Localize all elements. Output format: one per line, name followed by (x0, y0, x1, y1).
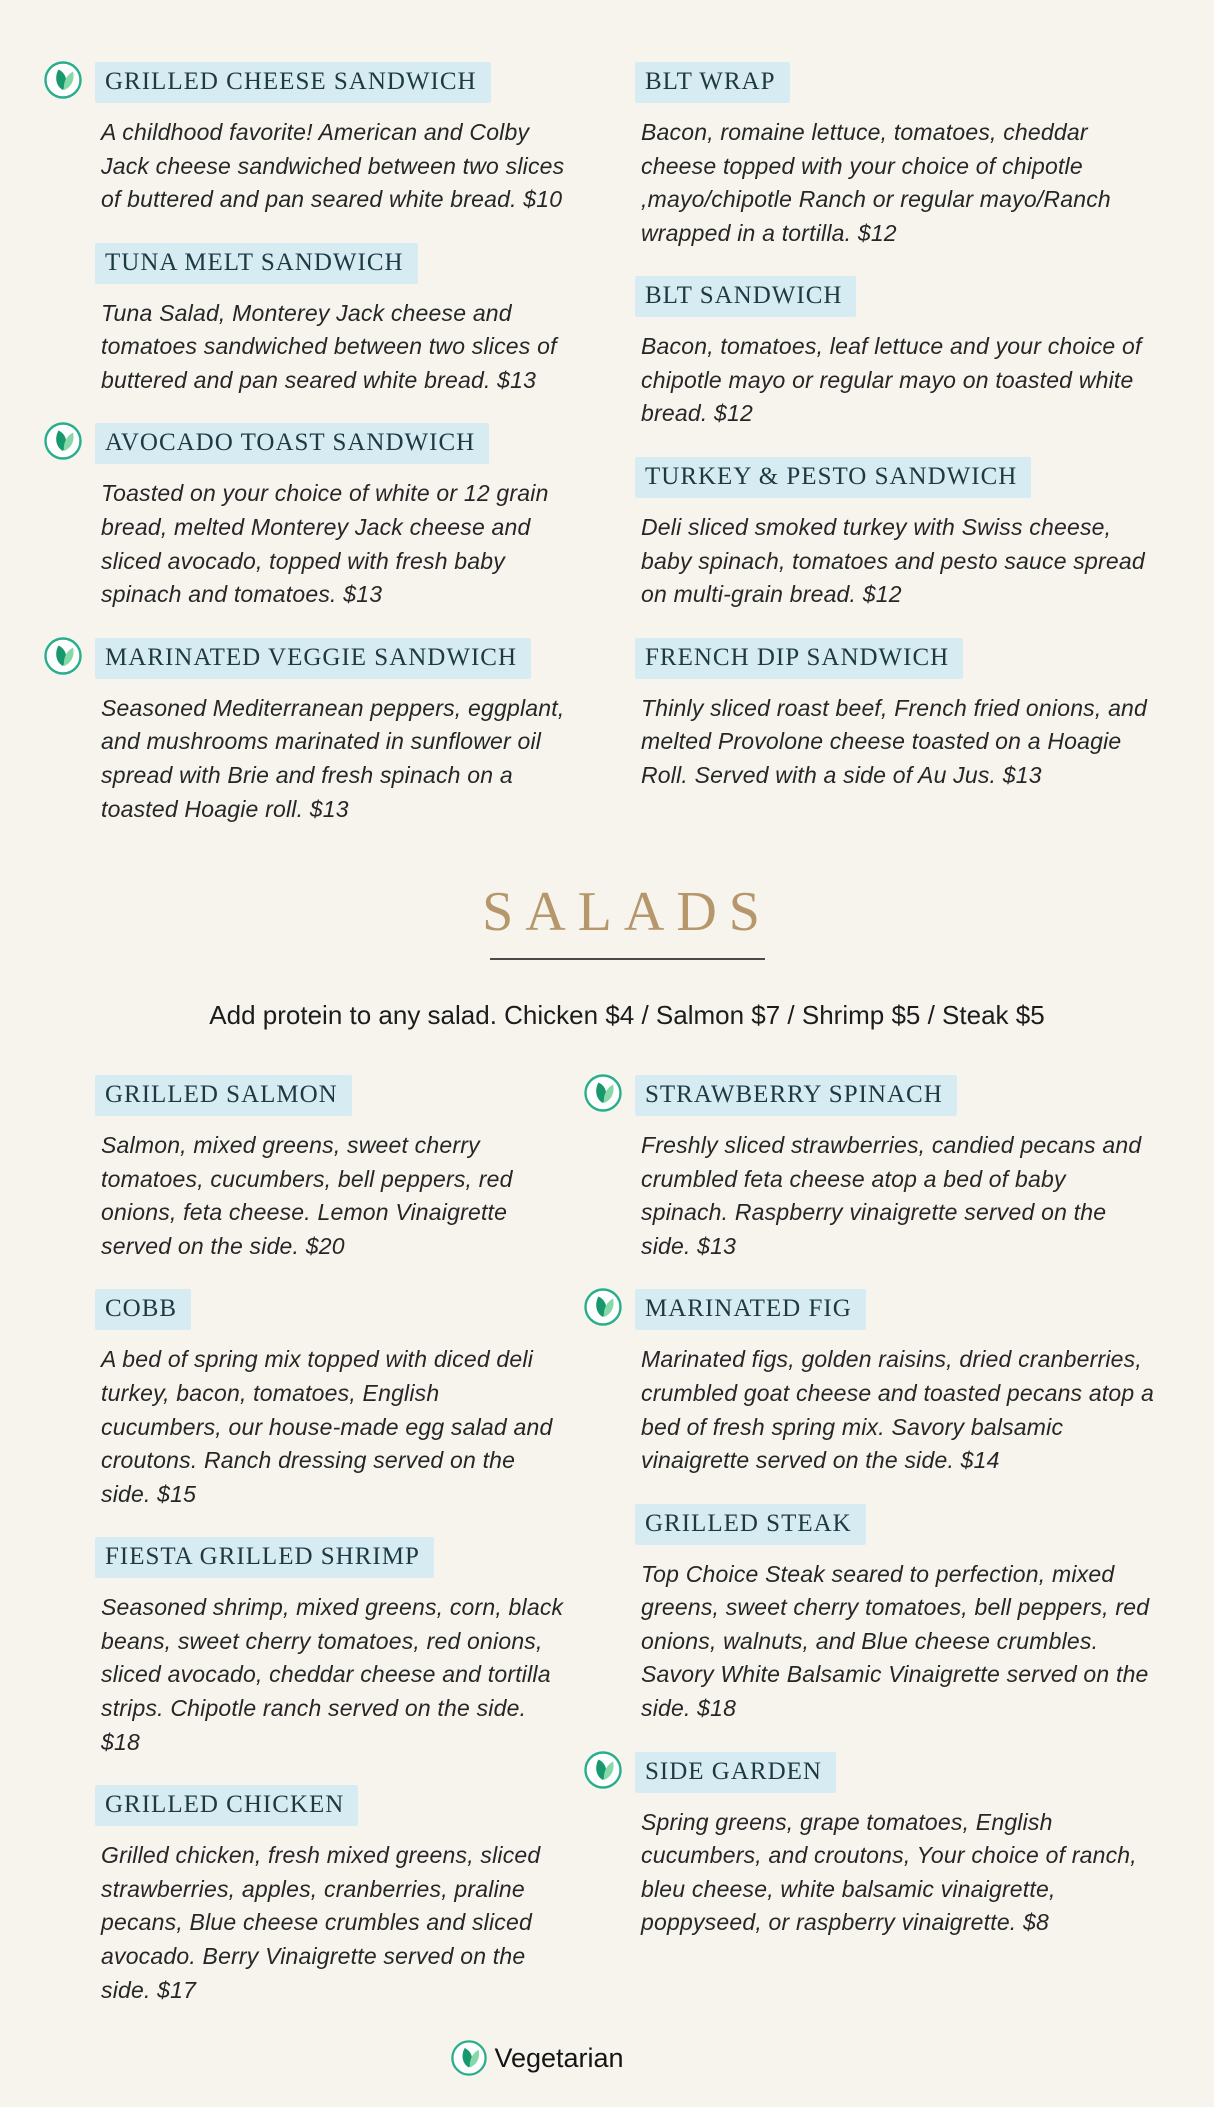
vegetarian-icon (43, 636, 83, 676)
item-title: COBB (95, 1289, 191, 1330)
menu-item-grilled-cheese (95, 62, 565, 217)
protein-note: Add protein to any salad. Chicken $4 / Salmon $7 / Shrimp $5 / Steak $5 (209, 1000, 1045, 1031)
salads-left-column (95, 1075, 565, 2033)
menu-item-french-dip (635, 638, 1159, 793)
item-title: STRAWBERRY SPINACH (635, 1075, 957, 1116)
item-title: MARINATED FIG (635, 1289, 866, 1330)
vegetarian-icon (450, 2039, 488, 2077)
menu-item-marinated-veggie (95, 638, 565, 826)
item-description: Top Choice Steak seared to perfection, mixed greens, sweet cherry tomatoes, bell peppers, red onions, walnuts, and Blue cheese crumbles. Savory White Balsamic Vinaigrette served on the side. $18 (641, 1560, 1150, 1722)
item-description: Toasted on your choice of white or 12 grain bread, melted Monterey Jack cheese and sliced avocado, topped with fresh baby spinach and tomatoes. $13 (101, 480, 549, 608)
vegetarian-legend (5, 2039, 1069, 2077)
item-title: GRILLED CHEESE SANDWICH (95, 62, 491, 103)
item-description: Salmon, mixed greens, sweet cherry tomatoes, cucumbers, bell peppers, red onions, feta cheese. Lemon Vinaigrette served on the side. $20 (101, 1132, 513, 1259)
item-description: Bacon, romaine lettuce, tomatoes, cheddar cheese topped with your choice of chipotle ,mayo/chipotle Ranch or regular mayo/Ranch wrapped in a tortilla. $12 (641, 119, 1111, 246)
legend-label: Vegetarian (494, 2042, 624, 2073)
menu-item-cobb (95, 1289, 565, 1511)
item-description: Marinated figs, golden raisins, dried cranberries, crumbled goat cheese and toasted pecans atop a bed of fresh spring mix. Savory balsamic vinaigrette served on the side. $14 (641, 1346, 1154, 1474)
item-title: BLT SANDWICH (635, 276, 856, 317)
item-description: A childhood favorite! American and Colby Jack cheese sandwiched between two slices of buttered and pan seared white bread. $10 (101, 119, 565, 213)
item-title: FIESTA GRILLED SHRIMP (95, 1537, 434, 1578)
menu-item-grilled-salmon (95, 1075, 565, 1263)
sandwiches-section (95, 62, 1159, 852)
item-title: GRILLED CHICKEN (95, 1785, 358, 1826)
vegetarian-icon (583, 1750, 623, 1790)
menu-item-fiesta-grilled-shrimp (95, 1537, 565, 1759)
menu-item-tuna-melt (95, 243, 565, 398)
menu-item-blt-sandwich (635, 276, 1159, 431)
item-description: Deli sliced smoked turkey with Swiss cheese, baby spinach, tomatoes and pesto sauce spread on multi-grain bread. $12 (641, 514, 1145, 608)
salads-right-column (635, 1075, 1159, 1966)
item-title: TUNA MELT SANDWICH (95, 243, 418, 284)
item-description: Seasoned Mediterranean peppers, eggplant, and mushrooms marinated in sunflower oil spread with Brie and fresh spinach on a toasted Hoagie roll. $13 (101, 694, 565, 822)
vegetarian-icon (583, 1287, 623, 1327)
salads-header (95, 880, 1159, 960)
item-title: GRILLED SALMON (95, 1075, 352, 1116)
vegetarian-icon (583, 1073, 623, 1113)
vegetarian-icon (43, 421, 83, 461)
item-description: Bacon, tomatoes, leaf lettuce and your choice of chipotle mayo or regular mayo on toasted white bread. $12 (641, 333, 1142, 427)
vegetarian-icon (43, 60, 83, 100)
menu-item-blt-wrap (635, 62, 1159, 250)
menu-item-grilled-steak (635, 1504, 1159, 1726)
item-title: GRILLED STEAK (635, 1504, 866, 1545)
item-description: Thinly sliced roast beef, French fried onions, and melted Provolone cheese toasted on a Hoagie Roll. Served with a side of Au Jus. $13 (641, 694, 1148, 788)
menu-item-marinated-fig (635, 1289, 1159, 1477)
item-title: MARINATED VEGGIE SANDWICH (95, 638, 531, 679)
sandwiches-left-column (95, 62, 565, 852)
item-title: TURKEY & PESTO SANDWICH (635, 457, 1031, 498)
salads-heading: SALADS (482, 881, 772, 944)
item-title: AVOCADO TOAST SANDWICH (95, 423, 489, 464)
item-description: Spring greens, grape tomatoes, English cucumbers, and croutons, Your choice of ranch, bleu cheese, white balsamic vinaigrette, poppyseed, or raspberry vinaigrette. $8 (641, 1808, 1137, 1936)
item-title: FRENCH DIP SANDWICH (635, 638, 963, 679)
menu-item-turkey-pesto (635, 457, 1159, 612)
item-description: Tuna Salad, Monterey Jack cheese and tomatoes sandwiched between two slices of buttered and pan seared white bread. $13 (101, 299, 557, 393)
sandwiches-right-column (635, 62, 1159, 819)
item-description: Freshly sliced strawberries, candied pecans and crumbled feta cheese atop a bed of baby spinach. Raspberry vinaigrette served on the side. $13 (641, 1132, 1142, 1259)
item-description: A bed of spring mix topped with diced deli turkey, bacon, tomatoes, English cucumbers, our house-made egg salad and croutons. Ranch dressing served on the side. $15 (101, 1346, 553, 1507)
item-description: Grilled chicken, fresh mixed greens, sliced strawberries, apples, cranberries, praline pecans, Blue cheese crumbles and sliced avocado. Berry Vinaigrette served on the side. $17 (101, 1842, 541, 2003)
item-title: BLT WRAP (635, 62, 790, 103)
menu-item-strawberry-spinach (635, 1075, 1159, 1263)
item-title: SIDE GARDEN (635, 1752, 836, 1793)
item-description: Seasoned shrimp, mixed greens, corn, black beans, sweet cherry tomatoes, red onions, sliced avocado, cheddar cheese and tortilla strips. Chipotle ranch served on the side. $18 (101, 1594, 564, 1755)
menu-item-grilled-chicken (95, 1785, 565, 2007)
menu-item-avocado-toast (95, 423, 565, 611)
heading-divider (490, 958, 765, 960)
salads-section (95, 1075, 1159, 2033)
menu-item-side-garden (635, 1752, 1159, 1940)
